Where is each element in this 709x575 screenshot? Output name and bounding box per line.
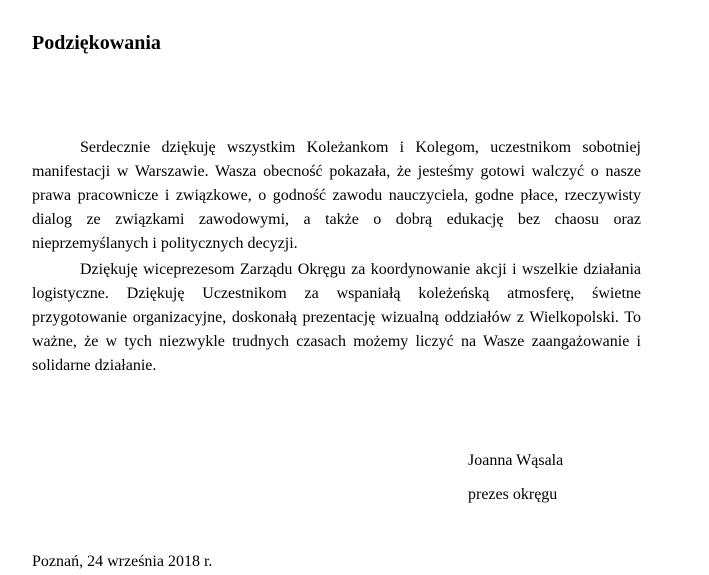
signature-role: prezes okręgu	[468, 486, 558, 503]
place-and-date: Poznań, 24 września 2018 r.	[32, 553, 213, 570]
document-title: Podziękowania	[32, 32, 161, 54]
paragraph-thanks-participants: Serdecznie dziękuję wszystkim Koleżankom i Kolegom, uczestnikom sobotniej manifestacji w Warszawie. Wasza obecność pokazała, że jesteśmy gotowi walczyć o nasze prawa pracownicze i związkowe, o godność zawodu nauczyciela, godne płace, rzeczywisty dialog ze związkami zawodowymi, a także o dobrą edukację bez chaosu oraz nieprzemyślanych i politycznych decyzji.	[32, 139, 641, 252]
document-body	[32, 136, 641, 378]
signature-name: Joanna Wąsala	[468, 452, 564, 469]
signature-block	[468, 449, 563, 507]
paragraph-thanks-organizers: Dziękuję wiceprezesom Zarządu Okręgu za koordynowanie akcji i wszelkie działania logistyczne. Dziękuję Uczestnikom za wspaniałą koleżeńską atmosferę, świetne przygotowanie organizacyjne, doskonałą prezentację wizualną oddziałów z Wielkopolski. To ważne, że w tych niezwykle trudnych czasach możemy liczyć na Wasze zaangażowanie i solidarne działanie.	[32, 261, 641, 374]
